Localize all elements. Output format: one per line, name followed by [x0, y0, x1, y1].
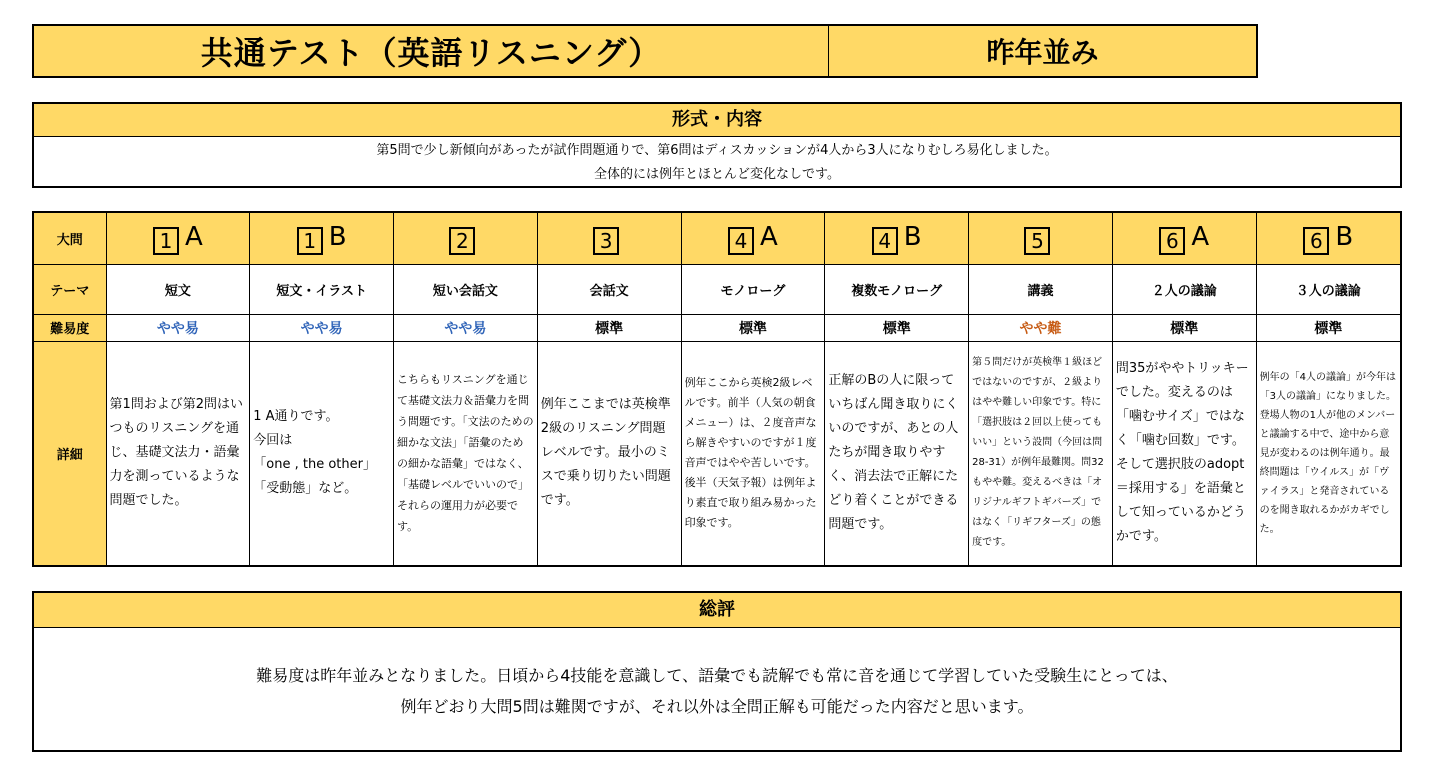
- detail-text: 正解のBの人に限っていちばん聞き取りにくいのですが、あとの人たちが聞き取りやすく、消去法で正解にたどり着くことができる問題です。: [828, 373, 959, 533]
- detail-cell: [106, 341, 250, 565]
- question-header: [106, 213, 250, 264]
- theme-cell: モノローグ: [681, 264, 825, 314]
- question-part: A: [760, 222, 778, 252]
- detail-cell: [825, 341, 969, 565]
- question-number-box: 6: [1159, 227, 1185, 255]
- difficulty-cell: 標準: [825, 314, 969, 341]
- format-section: [32, 102, 1402, 188]
- theme-row: [34, 264, 1400, 314]
- detail-cell: [394, 341, 538, 565]
- theme-label: テーマ: [34, 264, 106, 314]
- theme-cell: 複数モノローグ: [825, 264, 969, 314]
- question-part: B: [903, 222, 922, 252]
- review-heading: 総評: [34, 593, 1400, 628]
- question-header: [1112, 213, 1256, 264]
- question-number-box: 6: [1303, 227, 1329, 255]
- question-header: [1256, 213, 1400, 264]
- difficulty-cell: やや難: [969, 314, 1113, 341]
- question-part: B: [328, 222, 347, 252]
- question-number-box: 4: [872, 227, 898, 255]
- question-number-box: 2: [449, 227, 475, 255]
- question-header: [537, 213, 681, 264]
- question-number-box: 3: [593, 227, 619, 255]
- question-header: [825, 213, 969, 264]
- review-line-1: 難易度は昨年並みとなりました。日頃から4技能を意識して、語彙でも読解でも常に音を通じて学習していた受験生にとっては、: [256, 666, 1178, 685]
- question-label: 大問: [34, 213, 106, 264]
- theme-cell: ３人の議論: [1256, 264, 1400, 314]
- detail-cell: [969, 341, 1113, 565]
- difficulty-cell: 標準: [537, 314, 681, 341]
- question-part: A: [1191, 222, 1210, 252]
- format-line-1: 第5問で少し新傾向があったが試作問題通りで、第6問はディスカッションが4人から3人になりむしろ易化しました。: [376, 143, 1058, 158]
- question-header: [969, 213, 1113, 264]
- theme-cell: 会話文: [537, 264, 681, 314]
- title-bar: [32, 24, 1258, 78]
- format-body: [34, 137, 1400, 187]
- detail-text: 1 A通りです。 今回は 「one , the other」 「受動態」など。: [253, 409, 376, 497]
- difficulty-cell: 標準: [681, 314, 825, 341]
- difficulty-cell: 標準: [1256, 314, 1400, 341]
- difficulty-cell: やや易: [394, 314, 538, 341]
- question-number-box: 5: [1024, 227, 1050, 255]
- question-number-box: 1: [297, 227, 323, 255]
- review-line-2: 例年どおり大問5問は難関ですが、それ以外は全問正解も可能だった内容だと思います。: [400, 697, 1034, 716]
- theme-cell: ２人の議論: [1112, 264, 1256, 314]
- theme-cell: 短文: [106, 264, 250, 314]
- detail-text: 例年ここから英検2級レベルです。前半（人気の朝食メニュー）は、２度音声なら解きやすいのですが１度音声ではやや苦しいです。後半（天気予報）は例年より素直で取り組み易かった印象です。: [684, 376, 817, 530]
- question-number-box: 4: [728, 227, 754, 255]
- review-body: [34, 628, 1400, 722]
- difficulty-label: 難易度: [34, 314, 106, 341]
- overall-difficulty: 昨年並み: [986, 36, 1099, 69]
- question-row: [34, 213, 1400, 264]
- detail-text: 問35がややトリッキーでした。変えるのは「噛むサイズ」ではなく「噛む回数」です。そして選択肢のadopt＝採用する」を語彙として知っているかどうかです。: [1115, 361, 1249, 545]
- theme-cell: 短文・イラスト: [250, 264, 394, 314]
- detail-cell: [537, 341, 681, 565]
- question-header: [394, 213, 538, 264]
- detail-row: [34, 341, 1400, 565]
- detail-cell: [681, 341, 825, 565]
- question-table: [32, 211, 1402, 567]
- theme-cell: 短い会話文: [394, 264, 538, 314]
- detail-text: 第５問だけが英検準１級ほどではないのですが、２級よりはやや難しい印象です。特に「選択肢は２回以上使ってもいい」という設問（今回は問28-31）が例年最難関。問32もやや難。変えるべきは「オリジナルギフトギバーズ」ではなく「リギフターズ」の態度です。: [972, 357, 1104, 549]
- detail-text: 例年の「4人の議論」が今年は「3人の議論」になりました。登場人物の1人が他のメンバーと議論する中で、途中から意見が変わるのは例年通り。最終問題は「ウイルス」が「ヴァイラス」と発音されているのを聞き取れるかがカギでした。: [1259, 371, 1396, 535]
- review-section: [32, 591, 1402, 752]
- question-part: B: [1335, 222, 1354, 252]
- format-heading: 形式・内容: [34, 104, 1400, 137]
- detail-label: 詳細: [34, 341, 106, 565]
- question-number-box: 1: [153, 227, 179, 255]
- detail-cell: [1112, 341, 1256, 565]
- detail-cell: [1256, 341, 1400, 565]
- detail-cell: [250, 341, 394, 565]
- question-header: [681, 213, 825, 264]
- question-header: [250, 213, 394, 264]
- format-line-2: 全体的には例年とほとんど変化なしです。: [594, 167, 840, 182]
- exam-title: 共通テスト（英語リスニング）: [34, 26, 829, 76]
- theme-cell: 講義: [969, 264, 1113, 314]
- difficulty-row: [34, 314, 1400, 341]
- detail-text: こちらもリスニングを通じて基礎文法力＆語彙力を問う問題です。「文法のための細かな文法」「語彙のための細かな語彙」ではなく、「基礎レベルでいいので」それらの運用力が必要です。: [397, 373, 534, 534]
- difficulty-cell: 標準: [1112, 314, 1256, 341]
- difficulty-cell: やや易: [106, 314, 250, 341]
- detail-text: 例年ここまでは英検準2級のリスニング問題レベルです。最小のミスで乗り切りたい問題です。: [540, 397, 671, 509]
- difficulty-cell: やや易: [250, 314, 394, 341]
- detail-text: 第1問および第2問はいつものリスニングを通じ、基礎文法力・語彙力を測っているような問題でした。: [109, 397, 244, 509]
- question-part: A: [184, 222, 203, 252]
